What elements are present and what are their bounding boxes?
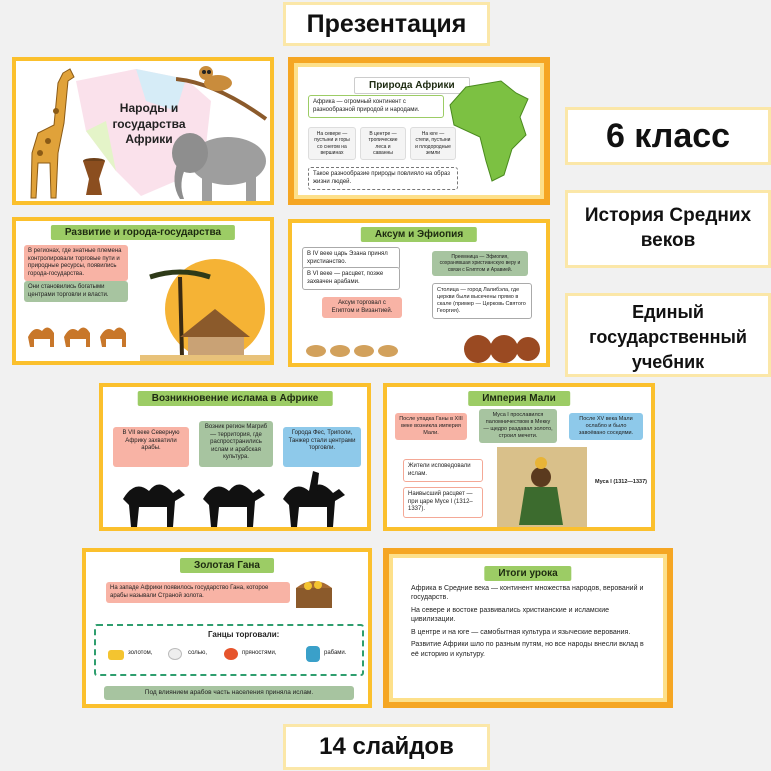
slide-nature bbox=[288, 57, 550, 205]
slide-mali-title: Империя Мали bbox=[468, 391, 570, 406]
slide-ghana-trade-area bbox=[94, 624, 364, 676]
slide-nature-bottom: Такое разнообразие природы повлияло на образ жизни людей. bbox=[308, 167, 458, 190]
slide-ghana-good: пряностями, bbox=[242, 650, 277, 656]
slide-islam-b3: Города Фес, Триполи, Танжер стали центрами торговли. bbox=[283, 427, 361, 467]
slide-title bbox=[12, 57, 274, 205]
subject-label: История Средних веков bbox=[565, 190, 771, 268]
slide-nature-center: В центре — тропические леса и саванны bbox=[360, 127, 406, 160]
slide-ghana bbox=[82, 548, 372, 708]
camel-caravan-icon bbox=[22, 311, 132, 351]
slide-summary-list bbox=[411, 584, 649, 659]
slide-axum-title: Аксум и Эфиопия bbox=[361, 227, 477, 242]
giraffe-icon bbox=[18, 63, 88, 201]
slide-development-p1: В регионах, где знатные племена контролировали торговые пути и природные ресурсы, появились города-государства. bbox=[24, 245, 128, 281]
slide-islam-title: Возникновение ислама в Африке bbox=[138, 391, 333, 406]
africa-map-icon bbox=[446, 77, 536, 187]
savanna-hut-icon bbox=[140, 237, 270, 365]
slide-axum bbox=[288, 219, 550, 367]
slide-summary-item: Африка в Средние века — континент множества народов, верований и государств. bbox=[411, 585, 644, 602]
slide-ghana-bottom: Под влиянием арабов часть населения приняла ислам. bbox=[104, 686, 354, 700]
slide-development-p2: Они становились богатыми центрами торговли и власти. bbox=[24, 281, 128, 302]
slide-count-label: 14 слайдов bbox=[283, 724, 490, 770]
slave-figure-icon bbox=[306, 646, 320, 662]
slide-nature-south: На юге — степи, пустыни и плодородные земли bbox=[410, 127, 456, 160]
slide-nature-main: Африка — огромный континент с разнообразной природой и народами. bbox=[308, 95, 444, 118]
slide-mali-caption: Муса I (1312—1337) bbox=[595, 479, 647, 485]
slide-summary-item: В центре и на юге — самобытная культура и языческие верования. bbox=[411, 628, 631, 636]
slide-ghana-good: золотом, bbox=[128, 650, 153, 656]
slide-nature-title: Природа Африки bbox=[354, 77, 470, 94]
camel-caravan-icon bbox=[302, 333, 422, 363]
clay-pots-icon bbox=[462, 325, 542, 365]
slide-summary-title: Итоги урока bbox=[484, 566, 571, 581]
slide-ghana-trade-title: Ганцы торговали: bbox=[208, 630, 280, 639]
spices-icon bbox=[224, 648, 238, 660]
slide-mali-b1: После упадка Ганы в XIII веке возникла империя Мали. bbox=[395, 413, 467, 440]
camel-silhouette-icon bbox=[113, 469, 363, 529]
slide-axum-b1: В IV веке царь Эзана принял христианство. bbox=[302, 247, 400, 270]
slide-title-text: Народы и государства Африки bbox=[112, 101, 186, 147]
presentation-label: Презентация bbox=[283, 2, 490, 46]
gold-icon bbox=[108, 650, 124, 660]
slide-mali-b5: Наивысший расцвет — при царе Мусе I (1312–1337). bbox=[403, 487, 483, 518]
slide-development-title: Развитие и города-государства bbox=[51, 225, 235, 240]
slide-summary-item: Развитие Африки шло по разным путям, но все народы внесли вклад в её историю и культуру. bbox=[411, 641, 644, 658]
slide-summary bbox=[383, 548, 673, 708]
slide-ghana-title: Золотая Гана bbox=[180, 558, 274, 573]
slide-mali-b2: Муса I прославился паломничеством в Мекку — щедро раздавал золото, строил мечети. bbox=[479, 409, 557, 443]
slide-axum-b2: В VI веке — расцвет, позже захвачен арабами. bbox=[302, 267, 400, 290]
musa-map-icon bbox=[497, 447, 587, 529]
drum-icon bbox=[82, 157, 106, 197]
slide-ghana-intro: На западе Африки появилось государство Гана, которое арабы называли Страной золота. bbox=[106, 582, 290, 603]
slide-axum-capital: Столица — город Лалибэла, где церкви были высечены прямо в скале (пример — Церковь Святого Георгия). bbox=[432, 283, 532, 319]
textbook-label: Единый государственный учебник bbox=[565, 293, 771, 377]
slide-nature-north: На севере — пустыни и горы со снегом на вершинах bbox=[308, 127, 356, 160]
slide-summary-item: На севере и востоке развивались христианские и исламские цивилизации. bbox=[411, 606, 610, 624]
slide-development bbox=[12, 217, 274, 365]
salt-icon bbox=[168, 648, 182, 660]
slide-islam-b1: В VII веке Северную Африку захватили арабы. bbox=[113, 427, 189, 467]
slide-mali-b4: Жители исповедовали ислам. bbox=[403, 459, 483, 482]
slide-mali bbox=[383, 383, 655, 531]
treasure-chest-icon bbox=[294, 576, 334, 610]
slide-ghana-good: рабами. bbox=[324, 650, 347, 656]
grade-label: 6 класс bbox=[565, 107, 771, 165]
slide-axum-heir: Преемница — Эфиопия, сохранявшая христианскую веру и связи с Египтом и Аравией. bbox=[432, 251, 528, 276]
slide-islam bbox=[99, 383, 371, 531]
slide-islam-b2: Возник регион Магриб — территория, где распространились ислам и арабская культура. bbox=[199, 421, 273, 467]
slide-axum-trade: Аксум торговал с Египтом и Византией. bbox=[322, 297, 402, 318]
slide-mali-b3: После XV века Мали ослабло и было завоёвано соседями. bbox=[569, 413, 643, 440]
slide-ghana-good: солью, bbox=[188, 650, 208, 656]
